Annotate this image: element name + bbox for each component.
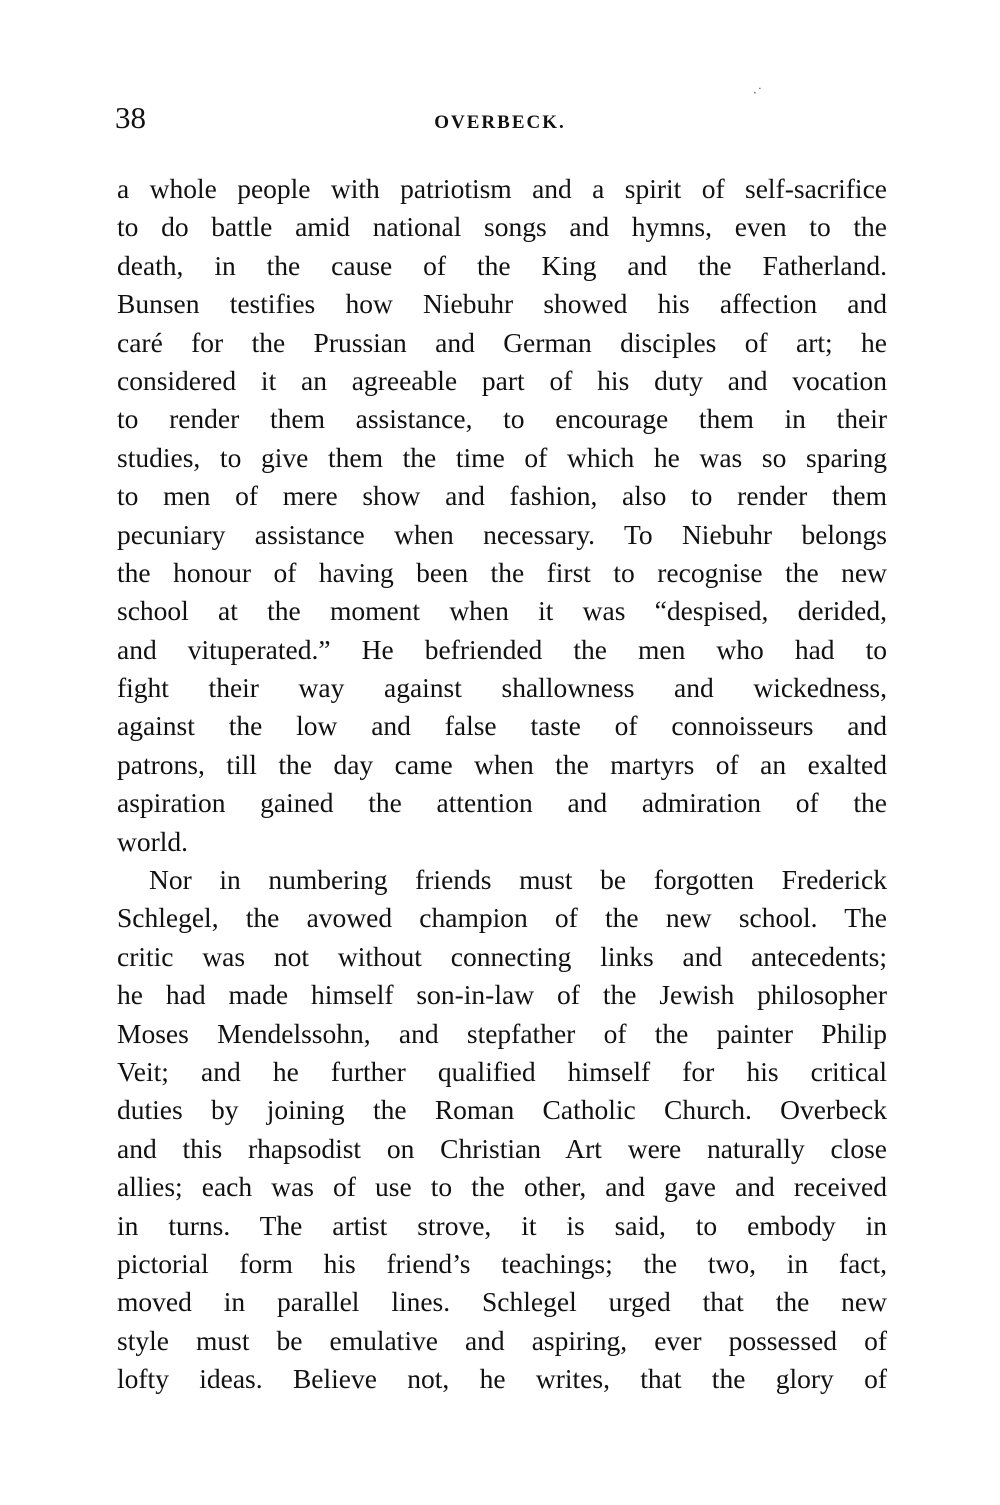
running-title: OVERBECK.: [434, 112, 566, 133]
text-line: to men of mere show and fashion, also to render them: [117, 480, 887, 512]
text-line: and vituperated.” He befriended the men who had to: [117, 633, 887, 665]
text-line: allies; each was of use to the other, and gave and received: [117, 1171, 887, 1203]
text-line: aspiration gained the attention and admiration of the: [117, 787, 887, 819]
text-line: and this rhapsodist on Christian Art were naturally close: [117, 1132, 887, 1164]
text-line: Schlegel, the avowed champion of the new school. The: [117, 902, 887, 934]
body-text: [117, 170, 887, 1399]
text-line: he had made himself son-in-law of the Jewish philosopher: [117, 979, 887, 1011]
text-line: moved in parallel lines. Schlegel urged that the new: [117, 1286, 887, 1318]
paragraph-2: [117, 861, 887, 1398]
text-line: the honour of having been the first to recognise the new: [117, 556, 887, 588]
text-line: pecuniary assistance when necessary. To Niebuhr belongs: [117, 518, 887, 550]
text-line: caré for the Prussian and German disciples of art; he: [117, 326, 887, 358]
text-line: pictorial form his friend’s teachings; the two, in fact,: [117, 1247, 887, 1279]
stray-ink-mark: ·˙: [753, 86, 763, 100]
text-line: death, in the cause of the King and the Fatherland.: [117, 249, 887, 281]
text-line: a whole people with patriotism and a spirit of self-sacrifice: [117, 173, 887, 204]
text-line: style must be emulative and aspiring, ever possessed of: [117, 1324, 887, 1356]
text-line: school at the moment when it was “despised, derided,: [117, 595, 887, 627]
text-line: Veit; and he further qualified himself for his critical: [117, 1055, 887, 1087]
text-line: world.: [117, 825, 189, 857]
text-line: in turns. The artist strove, it is said, to embody in: [117, 1209, 887, 1241]
text-line: duties by joining the Roman Catholic Church. Overbeck: [117, 1094, 887, 1126]
text-line: fight their way against shallowness and wickedness,: [117, 672, 887, 704]
text-line: studies, to give them the time of which he was so sparing: [117, 441, 887, 473]
text-line: Nor in numbering friends must be forgotten Frederick: [149, 864, 887, 896]
text-line: against the low and false taste of connoisseurs and: [117, 710, 887, 742]
text-line: patrons, till the day came when the martyrs of an exalted: [117, 748, 887, 780]
text-line: to render them assistance, to encourage them in their: [117, 403, 887, 435]
paragraph-1: [117, 170, 887, 861]
page-header: [115, 100, 885, 140]
text-line: Moses Mendelssohn, and stepfather of the painter Philip: [117, 1017, 887, 1049]
text-line: lofty ideas. Believe not, he writes, that the glory of: [117, 1363, 887, 1395]
page-number: 38: [115, 100, 146, 135]
text-line: considered it an agreeable part of his duty and vocation: [117, 364, 887, 396]
text-line: critic was not without connecting links and antecedents;: [117, 940, 887, 972]
text-line: Bunsen testifies how Niebuhr showed his affection and: [117, 288, 887, 320]
text-line: to do battle amid national songs and hymns, even to the: [117, 211, 887, 243]
